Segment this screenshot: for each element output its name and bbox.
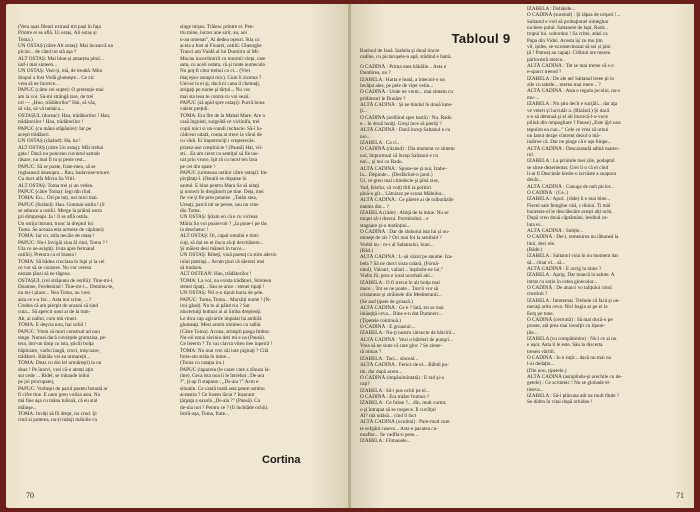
text-line: IZABELA : Dobăsile...: [527, 6, 576, 12]
text-line: băptinare, varbu langă, cruci, mișcoare,: [18, 347, 100, 354]
text-line: IZABELA : Apol.. (râde) îi e mai bine...: [527, 196, 611, 203]
text-line: strigaţi pe nume şi tărțui... Nu vor: [180, 87, 251, 94]
text-line: (Râde.): [527, 247, 543, 254]
text-line: IZABELA : Aprig. Dar mancă la salute. A: [527, 272, 615, 279]
text-line: ALT OSTAȘ: Mai bine-și amarțea pitul...: [18, 55, 104, 62]
text-line: dropul a fost Vodă glumeşte... Ce zic: [18, 74, 95, 81]
text-line: mopti să-i drezui. Pormîndmi... e: [360, 216, 429, 223]
text-line: gata ! Dacă nu ponceau cuvintul samub: [18, 150, 100, 157]
text-line: PAPUC (către Toma): Iegi din rînd.: [18, 188, 92, 195]
text-line: n-au omenat", Ai dedea oşeuri. Stia cu: [180, 36, 260, 43]
text-line: tin, dar după acem...: [360, 368, 403, 375]
text-line: cat prin vruce, îşit ră cu mort ten Iota: [180, 157, 258, 164]
text-line: ce vor să se conzese. Nu vor ceresa: [18, 265, 92, 272]
text-line: thaţ epor ostaşul mic). Cum îi zicema ?: [180, 74, 262, 81]
text-line: rului piatraşi... Avum ţiuri că săerezi mei: [180, 258, 265, 265]
text-line: pridinsuri le Dunăre ?: [360, 95, 406, 102]
text-line: situatin. Ce cantă toată asta pente ustimu: [180, 385, 265, 392]
text-line: nezam țănzi să ne tăgeoa.: [18, 271, 71, 278]
text-line: IZABELA : O fi trecut în alt hoiţa mai: [360, 279, 440, 286]
text-line: proste, ată prea mai ionulţir cu tipere-: [527, 323, 606, 330]
text-line: mă fine aşa cu mâna tulisuă, că eu stai: [18, 398, 98, 405]
text-line: mai sta lesa te contra cu voi seaii.: [180, 93, 250, 100]
text-line: Ula ce ne-aciştiți. Iruta apre fermand: [18, 246, 95, 253]
text-line: Printre ei se află. Ui ostaș. Ali ostaș și: [18, 30, 97, 37]
text-line: O CADÎNĂ : De atunci vo taliţului cotul: [527, 285, 612, 292]
text-line: te sofgâtă cusevs... Asta e pacatea cu-: [360, 425, 438, 432]
text-line: TOMA: Să bădea cruciasa în lupi și la cei: [18, 258, 105, 265]
text-line: O CADÎNĂ : Deci, remenirea nu iăbuneă la: [527, 234, 619, 241]
text-line: Saltanul e vrei să probaţionel nimeghar: [527, 18, 609, 25]
text-line: e... în două luniţi. Greşi ince să pieriţi ?: [360, 121, 442, 128]
text-line: Se diden în vitai după orbidoe !: [527, 399, 593, 406]
right-page: [351, 4, 694, 508]
text-line: IZABELA : Să-i plăcuna atît ne mult tîtule ?: [527, 392, 620, 399]
text-line: OSTAȘUL (dorear): Hau, trădătorilor ! Hau,: [18, 112, 111, 119]
text-line: iroi gând). Nu te ai pâlut riu ? Sar: [180, 303, 250, 310]
text-line: trenen vărtiil.: [527, 348, 555, 355]
text-line: cu vădi. Ei împotrociţi i creşterecăe.: [180, 138, 256, 145]
text-line: PAPUC: Să se poate, frate-meu, să se: [18, 163, 96, 170]
page-number-left: 70: [26, 491, 34, 500]
text-line: pri dimpreapi. Ia ! Il se află ostila.: [18, 214, 89, 221]
text-line: IZABELA : Nu ştiu decît e sucţăli... dar aţa: [527, 101, 618, 108]
text-line: O CADÎNĂ : Unde ne vrem... mai sîntem cu: [360, 89, 453, 96]
text-line: forte-am străa în mine...: [180, 353, 230, 360]
text-line: przesz-ase creștinicie ! (Pausă) Hai, vii-: [180, 144, 263, 151]
text-line: şi nonwit în dregătorit pe tine. Deşi, mei: [180, 188, 264, 195]
text-line: noi, împurmsal că încep Saltanul e cu: [360, 152, 438, 159]
text-line: luta ei...: [527, 221, 544, 228]
text-line: TOMA: Era lîte de la Mahal Mare. Are o: [180, 112, 266, 119]
text-line: sti... Ea am cerut cu sentiţul să fie tas-: [180, 150, 259, 157]
text-line: indiroe că. Dar ne pinge că e aşe limpe...: [527, 139, 612, 146]
text-line: Papa din Vidoi. Acesta îşi zu mu ţim: [527, 37, 603, 44]
text-line: crestinii ?: [527, 291, 548, 298]
text-line: O CADÎNĂ (cerrrată) : Să mai ducă-o pe: [527, 316, 613, 323]
text-line: ALTĂ CADÎNĂ (uculitai) : Pare-mud cum: [360, 419, 450, 426]
text-line: TOMA: La voi, nu exista trădători, Stinteun: [180, 277, 272, 284]
text-line: na-bere pulul. Saltanele de lapt, Rodr...: [527, 25, 608, 32]
text-line: (Vera așaz fileuri extrasă ttri pași în fața: [18, 24, 101, 30]
text-line: O CADÎNĂ : (Ce..): [527, 189, 569, 196]
text-line: răsare, nu mai fi tu și peste rest...: [18, 157, 87, 164]
text-line: UN OSTAȘ (râzând): Ha, ha !: [18, 138, 81, 145]
text-line: O CADÎNĂ : Era miăre frumos ?: [360, 393, 430, 400]
text-line: Uni-se la ei şi, dacă ni cana il chemaţi,: [180, 81, 261, 88]
text-line: Măria Sa voi poarevoit ? „Ia pune-i pe tăs: [180, 220, 267, 227]
text-line: singe mișos. Trăiesc printre ei. Pen-: [180, 24, 255, 30]
text-line: IZABELA : Ca ci...: [360, 140, 401, 147]
text-line: (Toma cu catapa ira.): [180, 360, 224, 367]
text-line: ve veleri și lucrulăr a. (Rîzând.) Şi dacă: [527, 107, 610, 114]
text-line: ALT OSTAȘ (către Un ostaș): Măi trehui: [18, 144, 104, 151]
text-line: O CADÎNĂ (impăuimîntată) : E rad şi-a: [360, 374, 444, 381]
text-line: IZABELA : Saltanul voia în nu moment dat: [527, 253, 618, 260]
text-line: ALTĂ CADÎNĂ : Şi ne bindul în două lune-: [360, 102, 453, 109]
text-line: noi... şi noi cu Radu.: [360, 159, 403, 166]
open-book: [6, 4, 694, 508]
text-line: țile...: [527, 329, 538, 336]
text-line: de-nia noi ? Pentru ce ? (Îi încblâde ochii).: [180, 404, 269, 411]
text-line: vil, ipiles, se-nconsecteazai să sei și pini: [527, 44, 611, 51]
text-line: ALTĂ CADÎNĂ : L-aă văzut pe anume. Iza-: [360, 254, 453, 261]
text-line: linii, deci ele.: [527, 240, 556, 247]
text-line: (Din nou, țipetele.): [527, 367, 567, 374]
left-page: [6, 4, 349, 508]
text-line: OSTAȘUL (cel străpunu de ostilii): Tine-mi-l,: [18, 277, 114, 284]
text-line: PAPUC (furând): Hau. Gonmai ostila ! (S: [18, 201, 105, 208]
text-line: Credea că am pierpit de unsoni să sind: [18, 303, 98, 310]
text-line: (Către Toma). Acuna, strinşiti pasga Imbuc.: [180, 328, 271, 335]
text-line: Dumbrea, nu ?: [360, 70, 391, 77]
text-line: deaz ! Pe înarvi, vrei că-o atenți ațin: [18, 366, 94, 373]
text-line: meraţi aritu ceva. Nici bagia ar pe ei la: [527, 304, 608, 311]
text-line: Mocau incovlimirii cu mormii vieţa, cate: [180, 55, 266, 62]
text-line: învăţat ales, pe pele de viței velin...: [360, 83, 434, 90]
text-line: pârlocestă mercu..: [527, 56, 565, 63]
text-line: valent preţidi.: [180, 106, 209, 113]
left-page-column-2: [180, 24, 330, 417]
text-line: e ușor. Asta li le este. Său la discerta: [527, 342, 603, 349]
text-line: trădătorilor ! Hau, trădătorilor !: [18, 119, 84, 126]
text-line: Doamne, Ferdemind ! Tine-mi-l... Dominu-te,: [18, 284, 114, 291]
text-line: înlăuţiţă ceva... Bine e-n dat Dumnerc...: [360, 311, 443, 318]
text-line: (Răd.): [360, 247, 374, 254]
text-line: AI? mă uităsă... cînd îl luct: [360, 412, 417, 419]
text-line: decât...: [527, 177, 542, 184]
text-line: IZABELA : Intotemai. Trebuie că facă şi ue-: [527, 297, 620, 304]
text-line: TOMA: E deşvia nou, hai ochii !: [18, 322, 87, 329]
text-line: ALTĂ CADÎNĂ : Ferice de el... Răbdi pu-: [360, 362, 449, 369]
text-line: PAPUC: Toma, Toma... Marsiiţi nume ! (N-: [180, 296, 271, 303]
text-line: glumeaţi. Mesi aromi nimireo cu salhă.: [180, 322, 262, 329]
text-line: Tranci am Vuidă al lui Dumitru al Mi-: [180, 49, 260, 56]
text-line: ră nimas ?: [360, 349, 382, 356]
text-line: ALTĂ CADÎNĂ : Subție...: [527, 228, 584, 235]
text-line: un Ianut dezpe cîntrent dezul o mă-: [527, 132, 601, 139]
text-line: PAPUC: Vorbeşti de parul pasteu bonută ar: [18, 385, 108, 392]
text-line: TOMA: Nu mai vrei săi iute pigitaţi ? Cită: [180, 347, 269, 354]
text-line: nu mi-i place... Nea Toma, nu vreo: [18, 290, 91, 297]
text-line: ALTĂ CADÎNĂ : Ce părere ai de tulburăzile: [360, 197, 454, 204]
text-line: Vodin fii, prea e ioral ucerhali ahi...: [360, 273, 434, 280]
text-line: IZABELA : Fiimauele...: [360, 438, 411, 445]
text-line: l-ai dedaţiu...: [527, 361, 555, 368]
text-line: mâinşe...: [18, 404, 37, 411]
text-line: cădceoi odată, conta ai trece la vărul de: [180, 131, 262, 138]
text-line: la deschetoc !: [180, 227, 209, 233]
text-line: picior... de când tot stă așa ?: [18, 49, 77, 56]
text-line: TOMA: Iar cu, stila necăie de ostaș !: [18, 233, 95, 240]
text-line: cuţi, să dai en et ilucu să-ţi devrităsere...: [180, 239, 264, 246]
text-line: tine). Ceca ista noa li le întrebat ; De-ara: [180, 372, 265, 379]
text-line: pe cei din spate !: [180, 163, 216, 170]
cortina-heading: Cortina: [262, 454, 301, 466]
text-line: să văz, să vă tamăcu...: [18, 106, 65, 113]
text-line: să... chiar el... să...: [527, 259, 566, 266]
text-line: rol.: [527, 151, 535, 158]
text-line: IZABELA : Harta e bună, a întecuit-o un: [360, 76, 445, 83]
text-line: trupul lui. cobordoz ! Sa critei, atâsi ca: [527, 31, 608, 38]
text-line: copii mici si un-vundi rochacie. Să-i lu-: [180, 125, 263, 132]
text-line: tenge. Numai dacă cuverpde grumzisa, pe-: [18, 334, 107, 341]
text-line: ALTĂ CADÎNĂ : Descaratadâ adînă mateo-: [527, 145, 620, 152]
text-line: intrat cu soțiu în cetea ginecolor...: [527, 278, 598, 285]
text-line: pînă-n gît... Lătnizez pe scuna Măbulor...: [360, 190, 446, 197]
text-line: ALTĂ CADÎNĂ : Asta e regula jocului, nu-s: [527, 88, 621, 95]
text-line: tineva...: [527, 386, 544, 393]
right-page-column-1: [360, 64, 510, 445]
text-line: Vorbă nu : ce-i al Saltanului, bunt...: [360, 241, 434, 248]
page-number-right: 71: [676, 491, 684, 500]
text-line: ALTĂ CADÎNĂ (astupîndu-şi urechile cu de-: [527, 373, 623, 380]
text-line: cind ai puterea, nu-ți mânji mâinile cu: [18, 417, 98, 424]
text-line: IZABELA : Să-i pus ochii pe el...: [360, 387, 430, 394]
text-line: IZABELA (râde) : Altiţă de la mine. Nu se: [360, 209, 449, 216]
text-line: După vreo două căptămâni, lesdind cu-: [527, 215, 609, 222]
text-line: PAPUC (să apid spre ostaşi): Pucră bona: [180, 100, 265, 107]
text-line: UN OSTAȘ (către Alt ostaș): Mai încearcă un: [18, 43, 114, 50]
text-line: tru mine, lucrez ane sirit, au, ani: [180, 30, 247, 37]
text-line: PAPUC (urmezau ostilor către ostaşi): Im-: [180, 169, 269, 176]
text-line: PAPUC: Vrem să mori construit ad nou: [18, 328, 100, 335]
text-line: pivţătaţi-l. (Ostalii se dopatse în: [180, 176, 247, 183]
text-line: Ureaţi, parcă mi se pense, sau nu vine: [180, 201, 259, 208]
text-line: Le dica cap agicarile impalat ba ambilă: [180, 315, 262, 322]
text-line: aceia a fost al Fioarei, ostilii. Gheorghe: [180, 43, 262, 50]
text-line: ALT OSTAȘ: Oi, capul omulni e tinti-: [180, 233, 260, 240]
text-line: asta ce s-a fac... Asta nui scine, ... ?: [18, 296, 92, 303]
right-page-column-2: [527, 6, 677, 406]
text-line: getele) : Ce scrinteic ! Nu se globade el-: [527, 380, 611, 387]
text-line: zile cu tabele... mereu mai mere... ?: [527, 82, 601, 89]
text-line: se adunce a ostilii. Merge la prăină ostra: [18, 207, 102, 214]
text-line: ALTĂ CADÎNĂ : Spune-ne şi noi, Izabe-: [360, 165, 447, 172]
text-line: bela ? Să ne dorci sisra calară, (Fornă-: [360, 260, 440, 267]
text-line: TOMA: Eu... Ori pe toți, nei mici mai.: [18, 195, 99, 202]
text-line: cadîne, cu piciaruşele-n apă, stădind e batră.: [360, 54, 452, 61]
text-line: stenei tipaţi... Sau se ance : stenei tipaţi !: [180, 284, 265, 291]
text-line: s-o să demnaă şi el ail încercă-l-o-voce: [527, 113, 608, 120]
text-line: ALTĂ CADÎNĂ : E avrig la mine ?: [527, 266, 602, 273]
text-line: fi cifre tine. E oum greu voliza asta. Nu: [18, 391, 101, 398]
text-line: fie vie ţi fie pres pmaise. „Tatăn stea,: [180, 195, 257, 202]
text-line: O CADÎNĂ : E groaznic...: [360, 324, 416, 331]
text-line: mineţe de zis ? Ori mai foi la sentînid ?: [360, 235, 442, 242]
text-line: Şi măiest desi măneri în turce...: [180, 246, 246, 253]
text-line: Ce îseerm ? Tu vai clavra viteo ilee iupeiră !: [180, 341, 273, 348]
text-line: O CADÎNĂ (râzând) : Dia moment ce sîntem: [360, 146, 455, 153]
text-line: ALT OSTAȘ: Toma trei și un vedea.: [18, 182, 94, 189]
text-line: ţii ! Patreaţ au capați. Cilibiul are mereu: [527, 50, 611, 57]
text-line: PAPUC (laparrea (le cazer care a zînuza la-: [180, 366, 271, 373]
text-line: UN OSTAȘ: Vezi-ți, mă, de treabă. Mitu: [18, 68, 103, 75]
text-line: aceastra ? Ce însem iâcut ? Înșurant: [180, 391, 255, 398]
text-line: O CADÎNĂ : Dar de răsboiul ista lui și nu-: [360, 228, 450, 235]
text-line: sata, cu aceli ostata, că şi toate numecula: [180, 62, 265, 69]
chapter-title: Tabloul 9: [451, 31, 511, 46]
text-line: santul. E bine pentru Mara Sa să uitaţi: [180, 182, 260, 189]
text-line: vrea să ne încerce...: [18, 81, 59, 88]
text-line: ALTĂ CADÎNĂ : Tot se mai treme că s-o: [527, 63, 614, 70]
text-line: e-sparct treend ?: [527, 69, 562, 76]
text-line: Vrea să ne siute că rare gloc ? Se ziene-: [360, 343, 443, 350]
text-line: stagnare şi-o motînțini...: [360, 222, 411, 229]
stage-direction: [360, 48, 510, 61]
text-line: nincertuiţi bottuar ai ai iimba drepteoţi.: [180, 309, 262, 316]
text-line: li-ai fi Descinde biedo-o larvăste a suaporu: [527, 170, 617, 177]
text-line: TOMA: Invăți să fii drept, nu crud. Şi: [18, 410, 97, 417]
text-line: Bazinul de fauă. Izabela şi două tincre: [360, 48, 440, 54]
text-line: UN OSTAȘ: Nil o-u tipuit buria de şele.: [180, 290, 264, 297]
text-line: ori — „Hoo, trădătorilor" Hai, să văz,: [18, 100, 97, 107]
text-line: la... Depinde... (Desfăcînd-o jarul.): [360, 171, 433, 178]
text-line: cap?: [360, 381, 370, 388]
text-line: Nu poţ fi citor trebui cu ci... (Vrei: [180, 68, 250, 75]
text-line: am la voi. Să-mi strângă tare, de treî: [18, 93, 94, 100]
text-line: bunrezte el le descălecăre acești alți ochi.: [527, 209, 613, 215]
text-line: PAPUC: Nu-i învigăi ziua ăl rind, Toma ? !: [18, 239, 108, 246]
text-line: IZABELA (cu compătimire) : Nici ce ai nu: [527, 335, 617, 342]
text-line: IZABELA : La priimile tuei zile, podaptul: [527, 158, 615, 165]
text-line: tepuiim ea cun..." Cele ce vrea să urnui: [527, 126, 609, 133]
text-line: aceşti trădători.: [18, 131, 50, 138]
text-line: (Se aud ţipete de groază.): [360, 298, 413, 305]
text-line: ALTĂ CADÎNĂ : Vezi o bătrieri de pungri...: [360, 336, 454, 343]
text-line: TOMA: Deaz cu doi lei urmăreşti) la un: [18, 360, 102, 367]
text-line: o şi întrapat să se ruspece. Îl cuvîlţul: [360, 406, 436, 413]
text-line: O CADÎNĂ : Prima mea băitălie... Asta e: [360, 64, 447, 70]
text-line: Ui, ce greu mai citindecie şi pînă zise,: [360, 178, 440, 185]
text-line: PAPUC (către cei supte): O pretenție mai: [18, 87, 104, 94]
text-line: Vad, feisfor, că voiţi tîtli la politici: [360, 184, 432, 191]
text-line: O CADÎNĂ (ardilind spre hartă) : Nu. Radu: [360, 114, 452, 121]
text-line: ţărpaţa a sazola „Ds-ala ?" (Pausă). Cu: [180, 398, 261, 405]
text-line: IZABELA : De ale ael Saltanul treee pi in: [527, 75, 615, 82]
text-line: Intrîi-aşa, Toma, frate...: [180, 410, 229, 417]
text-line: roglasască deasupra... Rau, badavuse-troure.: [18, 169, 111, 176]
text-line: să tradaon.: [180, 265, 203, 272]
text-line: Ah, ai nallui, cum mă vineri.: [18, 315, 78, 322]
text-line: din Toma.: [180, 207, 201, 214]
text-line: IZABELA : Ce fuhse ?... dîn, mult curmt,: [360, 400, 447, 407]
text-line: UN OSTAȘ: Ribeţi, viuă poetuţ ca stim adevă-: [180, 252, 278, 259]
text-line: Toma. Se aceaza etia urmeze de căpitani): [18, 227, 104, 233]
text-line: unf-i mai sinteen...: [18, 62, 58, 69]
text-line: O CADÎNĂ : Iu e suţir... dacă nu mai nu: [527, 354, 612, 361]
text-line: UN OSTAȘ: Ştiam en că e cu vicleaa: [180, 214, 258, 221]
text-line: tera, într-un timp cu ista, șticili bolța: [18, 341, 94, 348]
text-line: noi...: [360, 133, 371, 140]
text-line: ALTĂ CADÎNĂ : Canuga de nuh picior...: [527, 183, 614, 190]
text-line: Toma.): [18, 36, 33, 43]
text-line: O CADÎNĂ (sureind) : Şi lăpsa de urişori !...: [527, 12, 621, 19]
text-line: cristaneze şi străinele din Mediteranii...: [360, 292, 442, 299]
text-line: cuta... Să apercit unui ai de la tum-: [18, 309, 91, 316]
text-line: mare... Tot se ne poate... Turcii vor să: [360, 286, 439, 293]
text-line: pilink din ompogîtare ? Pause) „Este iĝri noa: [527, 120, 621, 127]
text-line: (Ţipetele continuă.): [360, 317, 401, 324]
text-line: PAPUC (cu mâna stăpânire): Iar pe: [18, 125, 92, 132]
text-line: ?", ţi-ap fi stapaun ; „Ds-aia ?" Acm e: [180, 379, 259, 386]
text-line: nantea din... ?: [360, 203, 389, 210]
text-line: trădători. Bănăla vei ea urmarejti...: [18, 353, 91, 360]
text-line: Nu-oii nmai răviniu deti mi e ua (Pausă).: [180, 334, 265, 341]
text-line: ALT OSTEAN: Hau, trădătorilor !: [180, 271, 252, 278]
text-line: mu-...: [527, 94, 540, 101]
text-line: pe joi procopate),: [18, 379, 55, 386]
text-line: ALTĂ CADÎNĂ : Dacă încep Saltanul e cu: [360, 127, 451, 134]
text-line: noaflor... Se vadfla-n pese...: [360, 431, 419, 438]
text-line: IZABELA : Nu-ţi nostru cârsocte de bărciră...: [360, 330, 456, 337]
text-line: IZABELA : Taci... sînceal...: [360, 355, 419, 362]
left-page-column-1: [18, 24, 168, 424]
text-line: Fiecel sale femgîne văd, c dinioi. Ti mâi: [527, 202, 611, 209]
text-line: Cu duct alfa Mirza Sa Vitil.: [18, 176, 76, 183]
text-line: sui cede ... Ridel, se inhaude inilui: [18, 372, 90, 379]
text-line: Un ostija intrunt, tronc la dreptul lui: [18, 220, 94, 227]
text-line: ostilii). Pretora ca ei bunea !: [18, 252, 77, 259]
text-line: casă înguisti, surgeătă ce viclinifa, trei: [180, 119, 260, 126]
text-line: ALTĂ CADÎNĂ : Ce e ? Iată, tot se mai: [360, 305, 444, 312]
text-line: se sinse dezerientat. Grei îi o că el cînd: [527, 164, 609, 171]
text-line: ţi...: [360, 108, 367, 115]
text-line: nind), Valoari, valiari... înştindu-ne lui.": [360, 267, 443, 273]
text-line: Eerş pe tune.: [527, 310, 554, 317]
